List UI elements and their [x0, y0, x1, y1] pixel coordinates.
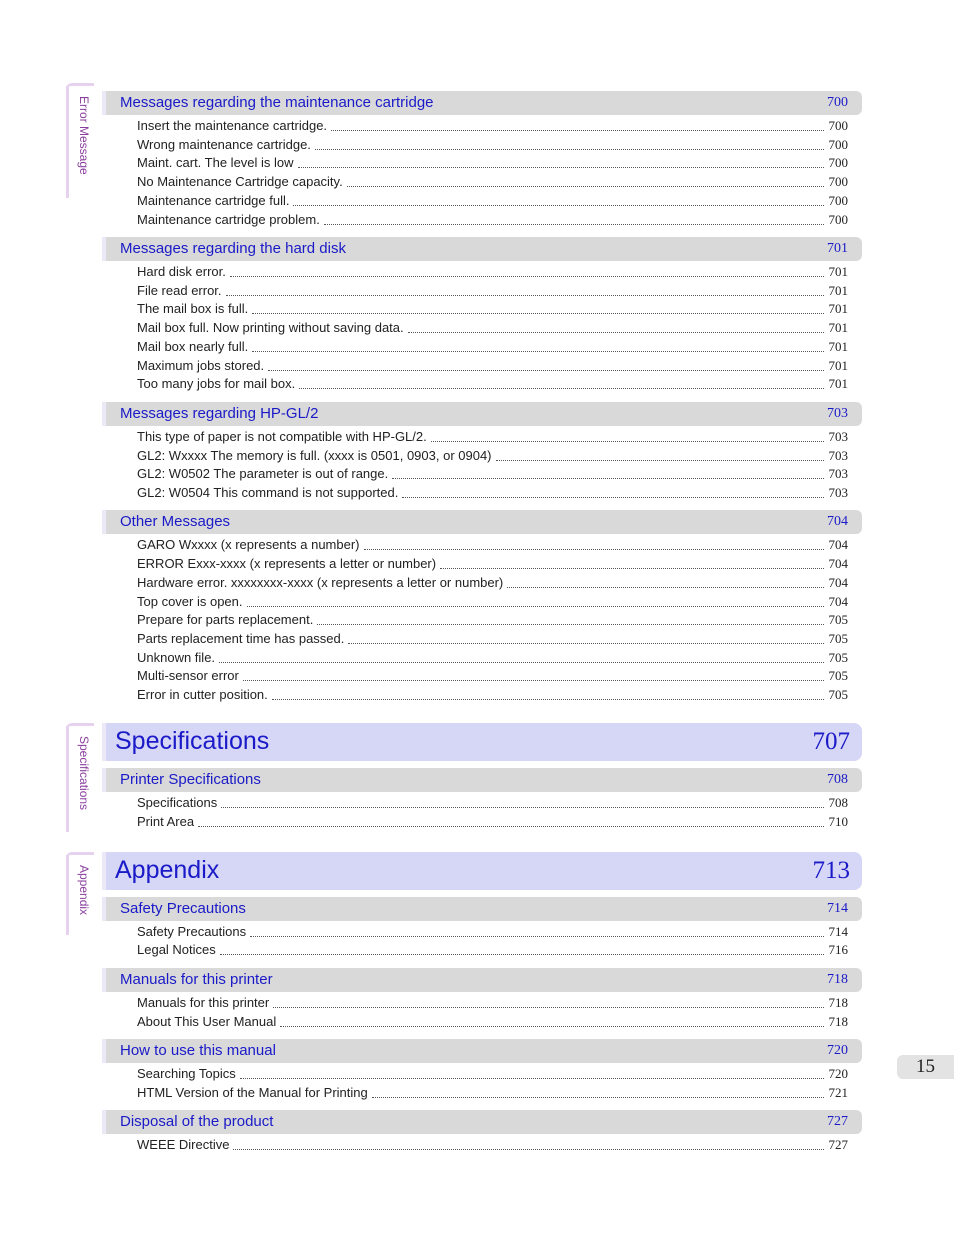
entry-page: 705: [828, 650, 848, 665]
entry-title: Safety Precautions: [137, 924, 247, 939]
entry-page: 720: [828, 1066, 848, 1081]
toc-entry[interactable]: [137, 556, 848, 574]
section-title: Printer Specifications: [120, 771, 261, 788]
toc-entry[interactable]: [137, 942, 848, 960]
section-page: 727: [827, 1114, 848, 1129]
leader-dots: [280, 1025, 824, 1027]
leader-dots: [247, 605, 824, 607]
toc-entry[interactable]: [137, 612, 848, 630]
entry-title: This type of paper is not compatible with HP-GL/2.: [137, 429, 427, 444]
toc-entry[interactable]: [137, 1066, 848, 1084]
entry-page: 700: [828, 193, 848, 208]
entry-page: 705: [828, 668, 848, 683]
leader-dots: [348, 642, 824, 644]
entry-title: Error in cutter position.: [137, 687, 268, 702]
entry-title: Top cover is open.: [137, 594, 243, 609]
entry-title: Unknown file.: [137, 650, 216, 665]
section-header-hard-disk[interactable]: [102, 237, 862, 261]
entry-page: 705: [828, 687, 848, 702]
chapter-page: 713: [812, 857, 850, 884]
leader-dots: [220, 953, 824, 955]
entry-title: Maint. cart. The level is low: [137, 155, 294, 170]
toc-entry[interactable]: [137, 687, 848, 705]
leader-dots: [364, 548, 825, 550]
toc-entry[interactable]: [137, 1137, 848, 1155]
entry-title: Specifications: [137, 795, 218, 810]
section-header-safety-precautions[interactable]: [102, 897, 862, 921]
leader-dots: [273, 1006, 824, 1008]
chapter-header-appendix[interactable]: [102, 852, 862, 890]
entry-page: 704: [828, 556, 848, 571]
entry-title: Too many jobs for mail box.: [137, 376, 296, 391]
entry-page: 714: [828, 924, 848, 939]
entry-title: No Maintenance Cartridge capacity.: [137, 174, 343, 189]
leader-dots: [372, 1096, 824, 1098]
toc-entry[interactable]: [137, 448, 848, 466]
entry-page: 701: [828, 320, 848, 335]
toc-entry[interactable]: [137, 283, 848, 301]
toc-entry[interactable]: [137, 193, 848, 211]
leader-dots: [240, 1077, 824, 1079]
section-title: Messages regarding the hard disk: [120, 240, 346, 257]
toc-entry[interactable]: [137, 320, 848, 338]
section-page: 714: [827, 901, 848, 916]
leader-dots: [431, 440, 824, 442]
entry-title: Multi-sensor error: [137, 668, 239, 683]
entry-page: 701: [828, 339, 848, 354]
toc-entry[interactable]: [137, 995, 848, 1013]
leader-dots: [252, 350, 824, 352]
toc-entry[interactable]: [137, 485, 848, 503]
toc-entry[interactable]: [137, 537, 848, 555]
section-title: Messages regarding the maintenance cartridge: [120, 94, 434, 111]
leader-dots: [219, 661, 824, 663]
leader-dots: [243, 679, 824, 681]
section-header-how-to-use[interactable]: [102, 1039, 862, 1063]
entry-page: 705: [828, 631, 848, 646]
section-header-disposal[interactable]: [102, 1110, 862, 1134]
entry-title: Hard disk error.: [137, 264, 226, 279]
entry-title: Hardware error. xxxxxxxx-xxxx (x represents a letter or number): [137, 575, 504, 590]
entry-page: 700: [828, 174, 848, 189]
leader-dots: [402, 496, 824, 498]
entry-title: Maintenance cartridge full.: [137, 193, 290, 208]
entry-page: 700: [828, 212, 848, 227]
leader-dots: [250, 935, 824, 937]
section-title: Manuals for this printer: [120, 971, 273, 988]
leader-dots: [221, 806, 824, 808]
entry-page: 710: [828, 814, 848, 829]
entry-page: 704: [828, 575, 848, 590]
toc-entry[interactable]: [137, 575, 848, 593]
leader-dots: [252, 312, 824, 314]
entry-title: About This User Manual: [137, 1014, 277, 1029]
section-title: Safety Precautions: [120, 900, 246, 917]
entry-title: ERROR Exxx-xxxx (x represents a letter or number): [137, 556, 437, 571]
toc-entry[interactable]: [137, 650, 848, 668]
side-tab-label: Appendix: [77, 865, 91, 916]
leader-dots: [317, 623, 824, 625]
toc-entry[interactable]: [137, 174, 848, 192]
entry-title: Maximum jobs stored.: [137, 358, 265, 373]
entry-title: Legal Notices: [137, 942, 216, 957]
entry-title: Maintenance cartridge problem.: [137, 212, 320, 227]
section-title: How to use this manual: [120, 1042, 276, 1059]
section-title: Disposal of the product: [120, 1113, 274, 1130]
leader-dots: [315, 148, 824, 150]
entry-page: 705: [828, 612, 848, 627]
page-number-tab: [897, 1055, 954, 1079]
entry-page: 703: [828, 466, 848, 481]
toc-entry[interactable]: [137, 594, 848, 612]
entry-page: 700: [828, 155, 848, 170]
section-page: 708: [827, 772, 848, 787]
entry-page: 701: [828, 301, 848, 316]
leader-dots: [198, 825, 824, 827]
leader-dots: [496, 459, 824, 461]
entry-title: The mail box is full.: [137, 301, 249, 316]
section-header-maintenance-cartridge[interactable]: [102, 91, 862, 115]
entry-title: Insert the maintenance cartridge.: [137, 118, 328, 133]
entry-title: GARO Wxxxx (x represents a number): [137, 537, 360, 552]
toc-entry[interactable]: [137, 1085, 848, 1103]
toc-entry[interactable]: [137, 1014, 848, 1032]
side-tab-label: Specifications: [77, 736, 91, 811]
entry-page: 701: [828, 376, 848, 391]
toc-entry[interactable]: [137, 668, 848, 686]
entry-title: GL2: W0504 This command is not supported.: [137, 485, 399, 500]
section-page: 720: [827, 1043, 848, 1058]
entry-page: 704: [828, 537, 848, 552]
page-number: 15: [916, 1056, 935, 1077]
section-header-manuals[interactable]: [102, 968, 862, 992]
leader-dots: [347, 185, 824, 187]
entry-title: Parts replacement time has passed.: [137, 631, 345, 646]
toc-entry[interactable]: [137, 137, 848, 155]
entry-page: 718: [828, 1014, 848, 1029]
toc-entry[interactable]: [137, 795, 848, 813]
toc-entry[interactable]: [137, 155, 848, 173]
leader-dots: [299, 387, 824, 389]
section-header-printer-specifications[interactable]: [102, 768, 862, 792]
entry-title: Prepare for parts replacement.: [137, 612, 314, 627]
chapter-title: Specifications: [115, 727, 270, 755]
toc-entry[interactable]: [137, 376, 848, 394]
side-tab-appendix[interactable]: [66, 855, 94, 935]
entry-page: 708: [828, 795, 848, 810]
entry-page: 727: [828, 1137, 848, 1152]
entry-page: 700: [828, 118, 848, 133]
section-page: 701: [827, 241, 848, 256]
chapter-title: Appendix: [115, 856, 220, 884]
side-tab-label: Error Message: [77, 96, 91, 175]
entry-title: Wrong maintenance cartridge.: [137, 137, 311, 152]
leader-dots: [507, 586, 824, 588]
entry-page: 701: [828, 358, 848, 373]
leader-dots: [331, 129, 824, 131]
leader-dots: [230, 275, 824, 277]
leader-dots: [268, 369, 824, 371]
section-page: 704: [827, 514, 848, 529]
toc-entry[interactable]: [137, 339, 848, 357]
entry-title: Manuals for this printer: [137, 995, 270, 1010]
toc-entry[interactable]: [137, 466, 848, 484]
leader-dots: [392, 477, 824, 479]
toc-entry[interactable]: [137, 924, 848, 942]
entry-title: Print Area: [137, 814, 195, 829]
toc-entry[interactable]: [137, 301, 848, 319]
section-page: 703: [827, 406, 848, 421]
entry-page: 718: [828, 995, 848, 1010]
entry-title: File read error.: [137, 283, 222, 298]
toc-entry[interactable]: [137, 358, 848, 376]
section-header-other-messages[interactable]: [102, 510, 862, 534]
leader-dots: [293, 204, 824, 206]
section-page: 700: [827, 95, 848, 110]
entry-page: 704: [828, 594, 848, 609]
entry-page: 701: [828, 264, 848, 279]
entry-title: GL2: Wxxxx The memory is full. (xxxx is 0501, 0903, or 0904): [137, 448, 492, 463]
entry-page: 700: [828, 137, 848, 152]
toc-entry[interactable]: [137, 631, 848, 649]
chapter-header-specifications[interactable]: [102, 723, 862, 761]
toc-entry[interactable]: [137, 212, 848, 230]
side-tab-error-message[interactable]: [66, 86, 94, 198]
toc-entry[interactable]: [137, 814, 848, 832]
entry-title: Mail box full. Now printing without saving data.: [137, 320, 404, 335]
section-header-hpgl2[interactable]: [102, 402, 862, 426]
chapter-page: 707: [812, 728, 850, 755]
section-page: 718: [827, 972, 848, 987]
leader-dots: [298, 166, 824, 168]
entry-title: Mail box nearly full.: [137, 339, 249, 354]
entry-title: HTML Version of the Manual for Printing: [137, 1085, 368, 1100]
entry-page: 701: [828, 283, 848, 298]
entry-title: WEEE Directive: [137, 1137, 230, 1152]
entry-title: Searching Topics: [137, 1066, 236, 1081]
entry-page: 703: [828, 448, 848, 463]
section-title: Other Messages: [120, 513, 231, 530]
entry-page: 703: [828, 485, 848, 500]
leader-dots: [233, 1148, 824, 1150]
leader-dots: [272, 698, 824, 700]
toc-entry[interactable]: [137, 264, 848, 282]
toc-entry[interactable]: [137, 429, 848, 447]
section-title: Messages regarding HP-GL/2: [120, 405, 319, 422]
leader-dots: [440, 567, 824, 569]
entry-page: 721: [828, 1085, 848, 1100]
leader-dots: [408, 331, 824, 333]
entry-title: GL2: W0502 The parameter is out of range.: [137, 466, 389, 481]
entry-page: 703: [828, 429, 848, 444]
side-tab-specifications[interactable]: [66, 726, 94, 832]
entry-page: 716: [828, 942, 848, 957]
leader-dots: [226, 294, 824, 296]
toc-entry[interactable]: [137, 118, 848, 136]
leader-dots: [324, 223, 824, 225]
